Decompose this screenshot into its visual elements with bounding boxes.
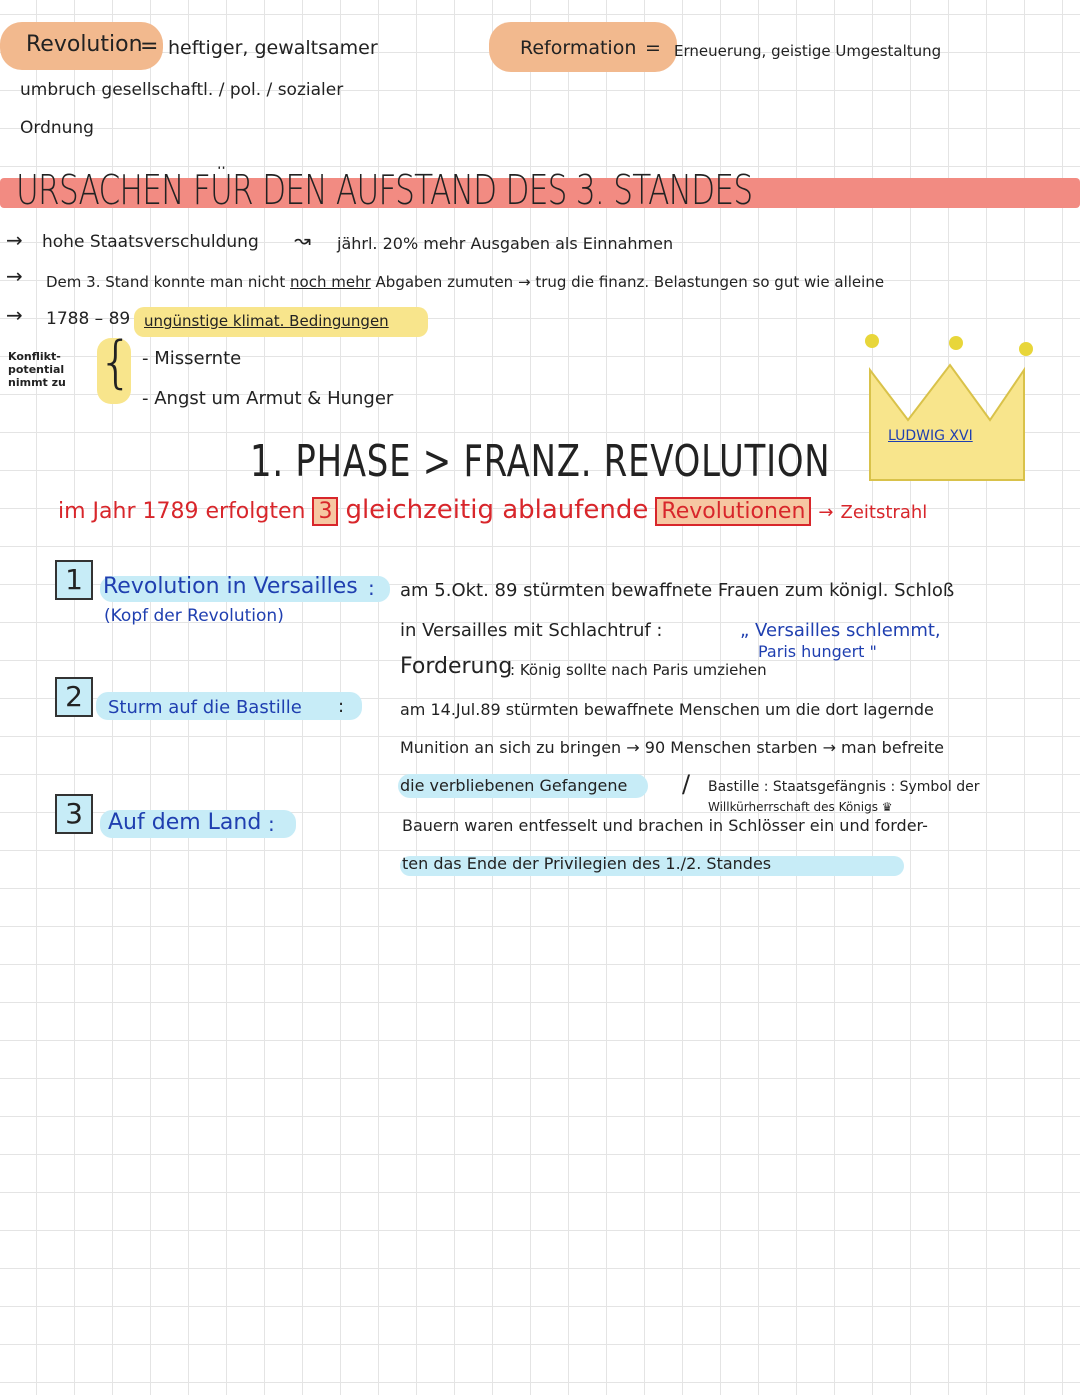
cause3-highlight-text: ungünstige klimat. Bedingungen (144, 312, 389, 330)
phase-title: 1. PHASE > FRANZ. REVOLUTION (250, 436, 831, 487)
revolution1-text3-label: Forderung (400, 654, 513, 679)
revolution2-bastille-note2: Willkürherrschaft des Königs ♛ (708, 800, 893, 814)
revolution1-title: Revolution in Versailles (103, 574, 358, 599)
revolution-equals: = (140, 34, 159, 59)
revolution3-text1: Bauern waren entfesselt und brachen in Schlösser ein und forder- (402, 816, 928, 835)
cause2-text-b: Abgaben zumuten (375, 273, 514, 291)
cause2-text-a: Dem 3. Stand konnte man nicht (46, 273, 286, 291)
cause3-sub2: - Angst um Armut & Hunger (142, 388, 394, 409)
cause3-arrow: → (6, 303, 23, 327)
cause1-arrow: → (6, 228, 23, 252)
phase-intro-word: Revolutionen (655, 497, 811, 526)
cause1-text: hohe Staatsverschuldung (42, 232, 259, 252)
revolution-definition-line2: umbruch gesellschaftl. / pol. / sozialer (20, 80, 344, 100)
cause1-detail: jährl. 20% mehr Ausgaben als Einnahmen (337, 234, 674, 253)
revolution-term: Revolution (26, 32, 143, 57)
phase-intro-c: Zeitstrahl (840, 502, 928, 523)
phase-intro-b: gleichzeitig ablaufende (345, 495, 649, 525)
conflict-potential-label: Konflikt- potential nimmt zu (8, 350, 66, 389)
revolution3-colon: : (268, 812, 275, 836)
revolution2-text2: Munition an sich zu bringen → 90 Menschen starben → man befreite (400, 738, 944, 757)
revolution2-text3: die verbliebenen Gefangene (400, 776, 628, 795)
revolution3-number-box: 3 (55, 794, 93, 834)
revolution1-text2: in Versailles mit Schlachtruf : (400, 620, 663, 641)
crown-body (870, 365, 1024, 480)
revolution-definition-line3: Ordnung (20, 118, 94, 138)
revolution3-text2: ten das Ende der Privilegien des 1./2. Standes (402, 854, 772, 873)
revolution1-number-box: 1 (55, 560, 93, 600)
revolution2-slash: / (682, 770, 691, 798)
revolution2-number-box: 2 (55, 677, 93, 717)
crown-dot-left (865, 334, 879, 348)
conflict-brace: { (98, 330, 134, 395)
cause2-text-c: trug die finanz. Belastungen so gut wie alleine (535, 273, 885, 291)
crown-dot-right (1019, 342, 1033, 356)
revolution-definition-line1: heftiger, gewaltsamer (168, 37, 378, 59)
revolution3-title: Auf dem Land (108, 810, 262, 835)
cause2-arrow: → (6, 264, 23, 288)
phase-intro-arrow: → (818, 502, 834, 523)
revolution2-title: Sturm auf die Bastille (108, 697, 302, 718)
reformation-definition: Erneuerung, geistige Umgestaltung (674, 42, 942, 60)
crown-label: LUDWIG XVI (888, 428, 973, 444)
revolution2-bastille-note: Bastille : Staatsgefängnis : Symbol der (708, 779, 980, 795)
reformation-equals: = (645, 37, 661, 59)
revolution2-text1: am 14.Jul.89 stürmten bewaffnete Menschen um die dort lagernde (400, 700, 934, 719)
revolution2-colon: : (338, 696, 345, 717)
cause2-text (46, 273, 884, 291)
crown-icon (860, 325, 1040, 485)
causes-heading: URSACHEN FÜR DEN AUFSTAND DES 3. STANDES (16, 166, 753, 214)
revolution1-text3: : König sollte nach Paris umziehen (510, 661, 767, 679)
crown-dot-middle (949, 336, 963, 350)
revolution1-quote2: Paris hungert " (758, 642, 877, 661)
cause3-sub1: - Missernte (142, 348, 242, 369)
phase-intro (58, 495, 927, 525)
cause2-arrow-inline: → (517, 273, 531, 291)
revolution1-colon: : (368, 576, 375, 600)
cause3-year: 1788 – 89 (46, 309, 131, 329)
cause1-squiggle-arrow: ↝ (294, 228, 311, 252)
reformation-term: Reformation (520, 37, 637, 59)
phase-intro-number: 3 (312, 497, 338, 526)
revolution1-text1: am 5.Okt. 89 stürmten bewaffnete Frauen zum königl. Schloß (400, 580, 955, 601)
phase-intro-a: im Jahr 1789 erfolgten (58, 499, 306, 524)
cause2-underlined: noch mehr (290, 273, 371, 291)
revolution1-subtitle: (Kopf der Revolution) (104, 606, 284, 626)
revolution1-quote1: „ Versailles schlemmt, (740, 620, 941, 641)
